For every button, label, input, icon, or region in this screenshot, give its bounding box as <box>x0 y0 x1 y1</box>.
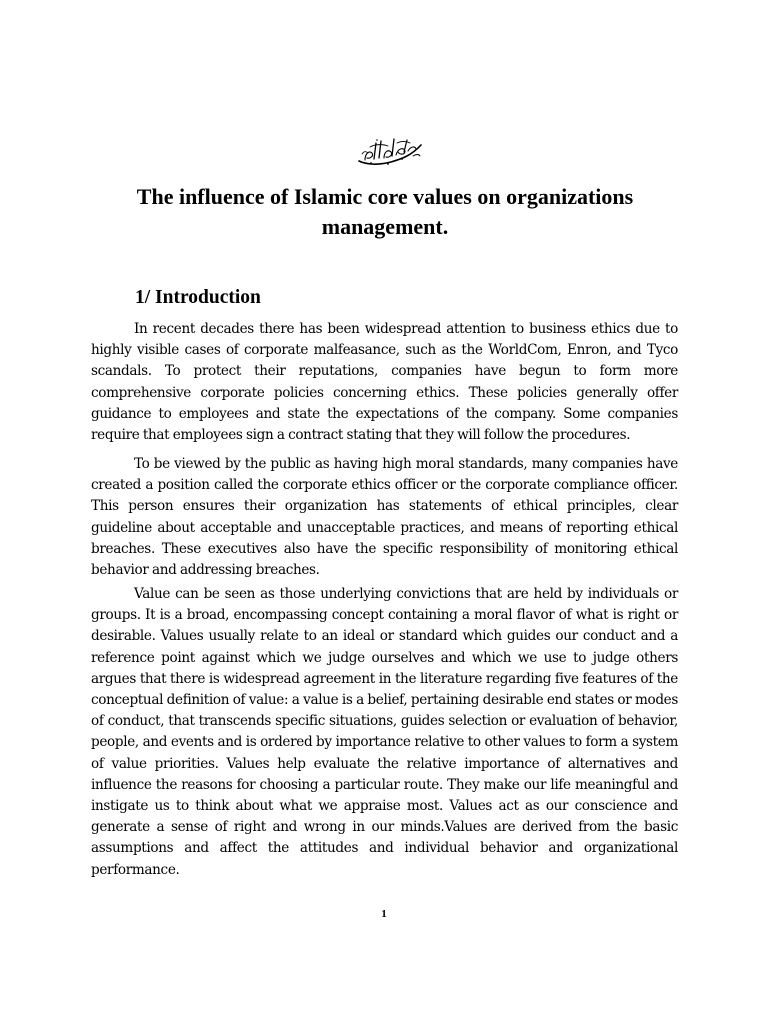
paragraph-1: In recent decades there has been widespread attention to business ethics due to highly visible cases of corporate malfeasance, such as the WorldCom, Enron, and Tyco scandals. To protect their reputations, companies have begun to form more comprehensive corporate policies concerning ethics. These policies generally offer guidance to employees and state the expectations of the company. Some companies require that employees sign a contract stating that they will follow the procedures. <box>91 321 678 444</box>
page-number: 1 <box>381 908 387 920</box>
paragraph-3: Value can be seen as those underlying convictions that are held by individuals or groups. It is a broad, encompassing concept containing a moral flavor of what is right or desirable. Values usually relate to an ideal or standard which guides our conduct and a reference point against which we judge ourselves and which we use to judge others argues that there is widespread agreement in the literature regarding five features of the conceptual definition of value: a value is a belief, pertaining desirable end states or modes of conduct, that transcends specific situations, guides selection or evaluation of behavior, people, and events and is ordered by importance relative to other values to form a system of value priorities. Values help evaluate the relative importance of alternatives and influence the reasons for choosing a particular route. They make our life meaningful and instigate us to think about what we appraise most. Values act as our conscience and generate a sense of right and wrong in our minds.Values are derived from the basic assumptions and affect the attitudes and individual behavior and organizational performance. <box>91 586 678 878</box>
section-heading-introduction: 1/ Introduction <box>135 287 261 308</box>
paragraph-2: To be viewed by the public as having high moral standards, many companies have created a position called the corporate ethics officer or the corporate compliance officer. This person ensures their organization has statements of ethical principles, clear guideline about acceptable and unacceptable practices, and means of reporting ethical breaches. These executives also have the specific responsibility of monitoring ethical behavior and addressing breaches. <box>91 456 678 579</box>
document-title: The influence of Islamic core values on organizations management. <box>136 184 634 239</box>
basmala-calligraphy-icon <box>357 134 423 168</box>
